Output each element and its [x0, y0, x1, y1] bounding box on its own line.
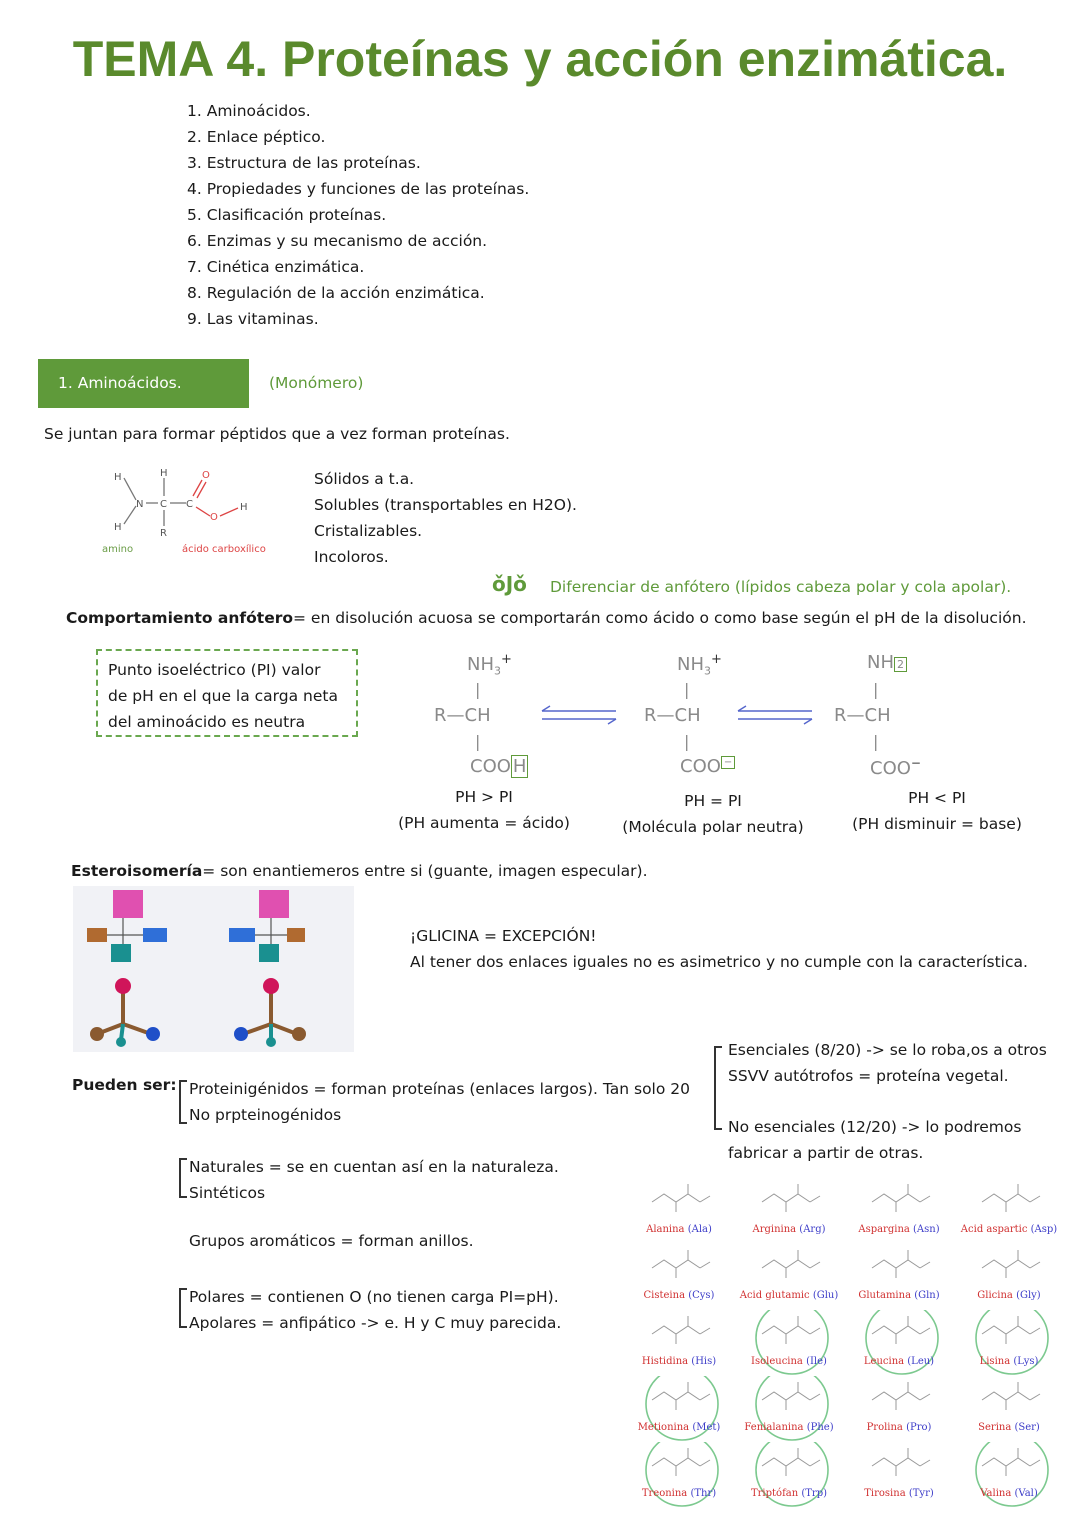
amino-acid-abbr: (Arg): [799, 1224, 826, 1235]
amino-acid-structure-icon: [850, 1178, 960, 1224]
amino-acid-cell: [960, 1376, 1070, 1442]
amino-acid-structure: [98, 464, 288, 559]
amino-acid-name: Triptófan: [750, 1488, 802, 1499]
list-item: No prpteinogénidos: [189, 1106, 342, 1124]
atom-o: O: [202, 470, 210, 481]
polares-list: [189, 1284, 561, 1336]
acid-label: ácido carboxílico: [182, 544, 266, 555]
condition-label: PH > PI: [455, 788, 513, 806]
section-note: (Monómero): [269, 374, 364, 392]
no-esenciales-line: fabricar a partir de otras.: [728, 1144, 924, 1162]
amino-acid-cell: [960, 1178, 1070, 1244]
r-ch-group: R—CH: [834, 705, 891, 726]
toc-item: 4. Propiedades y funciones de las proteínas.: [187, 180, 530, 198]
amino-acid-cell: [850, 1244, 960, 1310]
amino-acid-name: Glutamina: [858, 1290, 915, 1301]
esenciales-line: SSVV autótrofos = proteína vegetal.: [728, 1067, 1009, 1085]
amino-acid-label: [954, 1422, 1064, 1433]
amino-acid-cell: [960, 1442, 1070, 1508]
amino-acid-name: Valina: [980, 1488, 1015, 1499]
amino-acid-structure-icon: [630, 1178, 740, 1224]
amino-acid-abbr: (Ala): [687, 1224, 712, 1235]
amino-acid-label: [844, 1488, 954, 1499]
properties-list: [314, 466, 577, 570]
amino-acid-abbr: (Glu): [812, 1290, 839, 1301]
ojo-note: Diferenciar de anfótero (lípidos cabeza polar y cola apolar).: [550, 578, 1012, 596]
amino-label: amino: [102, 544, 134, 555]
amino-acid-label: [734, 1488, 844, 1499]
amino-acid-label: [734, 1356, 844, 1367]
amino-acid-abbr: (Ile): [806, 1356, 827, 1367]
condition-desc: (PH aumenta = ácido): [398, 814, 570, 832]
amino-acid-label: [844, 1290, 954, 1301]
amino-acid-structure-icon: [960, 1376, 1070, 1422]
r-ch-group: R—CH: [644, 705, 701, 726]
amino-acid-name: Fenialanina: [744, 1422, 807, 1433]
pi-line: Punto isoeléctrico (PI) valor: [108, 661, 321, 679]
condition-desc: (PH disminuir = base): [852, 815, 1022, 833]
amino-acid-cell: [630, 1310, 740, 1376]
atom-r: R: [160, 528, 167, 539]
amino-acid-abbr: (Asn): [913, 1224, 940, 1235]
amino-acid-abbr: (His): [691, 1356, 717, 1367]
ojo-icon: ǒJǒ: [492, 572, 527, 596]
amino-acid-cell: [740, 1376, 850, 1442]
naturales-list: [189, 1154, 559, 1206]
amino-acid-abbr: (Gly): [1016, 1290, 1041, 1301]
enantiomer-illustration: [73, 886, 354, 1052]
bracket: [179, 1288, 187, 1328]
amino-acid-label: [844, 1224, 954, 1235]
amino-acid-abbr: (Pro): [906, 1422, 932, 1433]
amino-acid-cell: [740, 1310, 850, 1376]
list-item: Polares = contienen O (no tienen carga PI=pH).: [189, 1288, 559, 1306]
amino-acid-name: Glicina: [977, 1290, 1017, 1301]
amino-acid-structure-icon: [850, 1244, 960, 1290]
toc-item: 9. Las vitaminas.: [187, 310, 319, 328]
equilibrium-arrow: [540, 704, 620, 726]
list-item: Naturales = se en cuentan así en la naturaleza.: [189, 1158, 559, 1176]
amino-acid-name: Leucina: [863, 1356, 908, 1367]
amino-acid-name: Prolina: [866, 1422, 907, 1433]
toc-item: 6. Enzimas y su mecanismo de acción.: [187, 232, 488, 250]
atom-n: N: [136, 499, 144, 510]
amino-acid-abbr: (Leu): [907, 1356, 935, 1367]
amino-acid-label: [954, 1488, 1064, 1499]
anfotero-definition: [66, 609, 1027, 627]
bracket: [179, 1158, 187, 1198]
bracket: [179, 1080, 187, 1124]
coo-group: COO−: [870, 756, 921, 779]
amino-acid-name: Cisteina: [643, 1290, 689, 1301]
equilibrium-arrow: [736, 704, 816, 726]
toc-item: 3. Estructura de las proteínas.: [187, 154, 421, 172]
toc-item: 7. Cinética enzimática.: [187, 258, 365, 276]
pi-line: de pH en el que la carga neta: [108, 687, 338, 705]
condition-label: PH < PI: [908, 789, 966, 807]
page-title: TEMA 4. Proteínas y acción enzimática.: [72, 31, 1008, 87]
amino-acid-abbr: (Asp): [1030, 1224, 1058, 1235]
r-ch-group: R—CH: [434, 705, 491, 726]
amino-acid-label: [844, 1356, 954, 1367]
amino-acid-abbr: (Thr): [690, 1488, 717, 1499]
amino-acid-cell: [630, 1376, 740, 1442]
amino-acid-structure-icon: [850, 1442, 960, 1488]
atom-h: H: [240, 502, 248, 513]
amino-acid-label: [844, 1422, 954, 1433]
atom-h: H: [160, 468, 168, 479]
amino-acid-cell: [630, 1244, 740, 1310]
amino-acid-abbr: (Cys): [688, 1290, 715, 1301]
amino-acid-label: [624, 1488, 734, 1499]
amino-acid-cell: [630, 1178, 740, 1244]
property-item: Solubles (transportables en H2O).: [314, 496, 577, 514]
amino-acid-cell: [960, 1310, 1070, 1376]
amino-acid-structure-icon: [740, 1244, 850, 1290]
glicina-title: ¡GLICINA = EXCEPCIÓN!: [410, 927, 597, 945]
pi-line: del aminoácido es neutra: [108, 713, 306, 731]
no-esenciales-line: No esenciales (12/20) -> lo podremos: [728, 1118, 1022, 1136]
amino-acid-abbr: (Val): [1014, 1488, 1038, 1499]
atom-c: C: [160, 499, 167, 510]
amino-acid-name: Histidina: [641, 1356, 692, 1367]
atom-o: O: [210, 512, 218, 523]
section-header: 1. Aminoácidos.: [38, 359, 249, 408]
amino-acid-label: [624, 1356, 734, 1367]
amino-acid-label: [734, 1290, 844, 1301]
amino-acid-name: Aspargina: [858, 1224, 914, 1235]
esteroisomeria-definition: [71, 862, 648, 880]
amino-acid-structure-icon: [850, 1376, 960, 1422]
anfotero-term: Comportamiento anfótero: [66, 609, 293, 627]
nh3-group: $NH_3^+$: [467, 652, 512, 678]
amino-acid-name: Isoleucina: [751, 1356, 807, 1367]
amino-acid-name: Arginina: [752, 1224, 800, 1235]
amino-acid-structure-icon: [630, 1244, 740, 1290]
amino-acid-abbr: (Ser): [1014, 1422, 1040, 1433]
nh2-group: NH 2: [867, 652, 907, 673]
amino-acid-label: [954, 1356, 1064, 1367]
amino-acid-cell: [740, 1244, 850, 1310]
amino-acid-label: [954, 1224, 1064, 1235]
property-item: Sólidos a t.a.: [314, 470, 415, 488]
amino-acid-name: Serina: [978, 1422, 1015, 1433]
amino-acid-name: Acid aspartic: [960, 1224, 1031, 1235]
esenciales-line: Esenciales (8/20) -> se lo roba,os a otros: [728, 1041, 1047, 1059]
toc-item: 2. Enlace péptico.: [187, 128, 326, 146]
amino-acid-name: Treonina: [641, 1488, 691, 1499]
property-item: Cristalizables.: [314, 522, 423, 540]
amino-acid-cell: [850, 1442, 960, 1508]
atom-h: H: [114, 522, 122, 533]
amino-acid-label: [624, 1422, 734, 1433]
amino-acid-name: Acid glutamic: [739, 1290, 813, 1301]
condition-label: PH = PI: [684, 792, 742, 810]
amino-acid-label: [624, 1290, 734, 1301]
esteroisomeria-text: = son enantiemeros entre si (guante, imagen especular).: [202, 862, 648, 880]
amino-acid-abbr: (Phe): [806, 1422, 834, 1433]
pueden-ser-label: Pueden ser:: [72, 1076, 177, 1094]
amino-acid-structure-icon: [960, 1178, 1070, 1224]
coo-group: COO −: [680, 756, 735, 777]
esteroisomeria-term: Esteroisomería: [71, 862, 203, 880]
amino-acid-cell: [960, 1244, 1070, 1310]
proteinogenicos-list: [189, 1076, 690, 1128]
table-of-contents: [187, 98, 529, 332]
isoelectric-point-box: [96, 649, 358, 737]
property-item: Incoloros.: [314, 548, 389, 566]
toc-item: 1. Aminoácidos.: [187, 102, 311, 120]
amino-acid-grid: [630, 1178, 1070, 1508]
toc-item: 8. Regulación de la acción enzimática.: [187, 284, 485, 302]
amino-acid-structure-icon: [740, 1178, 850, 1224]
amino-acid-cell: [850, 1178, 960, 1244]
amino-acid-name: Tirosina: [864, 1488, 909, 1499]
aromaticos-text: Grupos aromáticos = forman anillos.: [189, 1232, 474, 1250]
list-item: Proteinigénidos = forman proteínas (enlaces largos). Tan solo 20: [189, 1080, 690, 1098]
cooh-group: COO H: [470, 756, 527, 777]
glicina-text: Al tener dos enlaces iguales no es asimetrico y no cumple con la característica.: [410, 953, 1028, 971]
amino-acid-structure-icon: [960, 1244, 1070, 1290]
amino-acid-label: [624, 1224, 734, 1235]
amino-acid-abbr: (Lys): [1013, 1356, 1039, 1367]
amino-acid-abbr: (Trp): [801, 1488, 828, 1499]
amino-acid-label: [734, 1224, 844, 1235]
nh3-group: $NH_3^+$: [677, 652, 722, 678]
amino-acid-name: Lisina: [979, 1356, 1014, 1367]
list-item: Apolares = anfipático -> e. H y C muy parecida.: [189, 1314, 562, 1332]
bracket: [714, 1046, 722, 1130]
list-item: Sintéticos: [189, 1184, 266, 1202]
amino-acid-cell: [630, 1442, 740, 1508]
intro-text: Se juntan para formar péptidos que a vez forman proteínas.: [44, 425, 510, 443]
condition-desc: (Molécula polar neutra): [622, 818, 804, 836]
atom-c: C: [186, 499, 193, 510]
amino-acid-cell: [850, 1376, 960, 1442]
amino-acid-cell: [740, 1442, 850, 1508]
amino-acid-label: [734, 1422, 844, 1433]
amino-acid-label: [954, 1290, 1064, 1301]
amino-acid-abbr: (Met): [692, 1422, 721, 1433]
amino-acid-name: Alanina: [646, 1224, 688, 1235]
amino-acid-cell: [850, 1310, 960, 1376]
amino-acid-abbr: (Tyr): [908, 1488, 934, 1499]
atom-h: H: [114, 472, 122, 483]
amino-acid-abbr: (Gln): [914, 1290, 940, 1301]
anfotero-text: = en disolución acuosa se comportarán como ácido o como base según el pH de la disolución.: [293, 609, 1027, 627]
amino-acid-name: Metionina: [637, 1422, 693, 1433]
toc-item: 5. Clasificación proteínas.: [187, 206, 387, 224]
amino-acid-structure-icon: [630, 1310, 740, 1356]
amino-acid-cell: [740, 1178, 850, 1244]
